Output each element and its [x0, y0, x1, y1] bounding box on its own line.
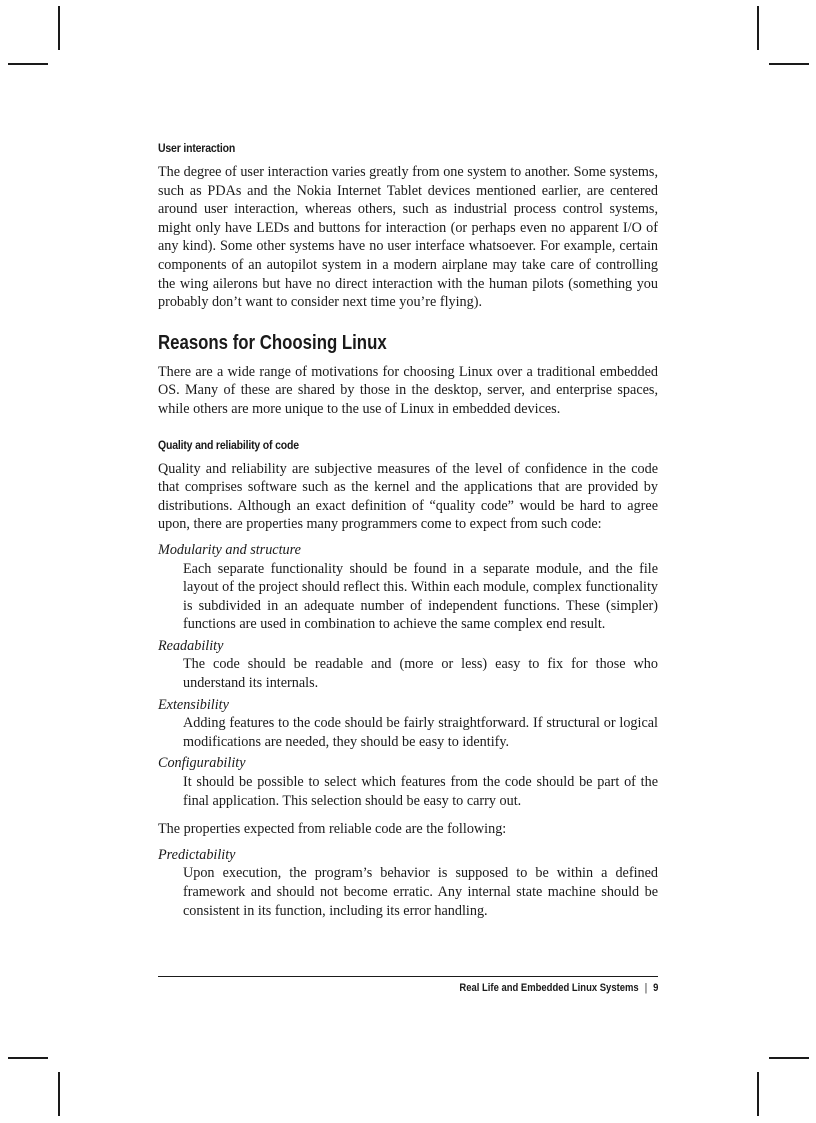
page-number: 9 [652, 982, 658, 994]
term-predictability: Predictability [158, 846, 236, 863]
definition-predictability: Upon execution, the program’s behavior is supposed to be within a defined framework and should not become erratic. Any internal state machine should be consistent in its function, including its error handling. [183, 865, 658, 919]
page-footer [459, 982, 658, 994]
definition-modularity: Each separate functionality should be found in a separate module, and the file layout of the project should reflect this. Within each module, complex functionality is subdivided in an adequate number of independent functions. These (simpler) functions are used in combination to achieve the same complex end result. [183, 560, 658, 633]
paragraph-quality-intro: Quality and reliability are subjective measures of the level of confidence in the code that comprises software such as the kernel and the applications that are provided by distributions. Although an exact definition of “quality code” would be hard to agree upon, there are properties many programmers come to expect from such code: [158, 460, 658, 533]
reliable-term-list [158, 846, 658, 920]
quality-term-list [158, 541, 658, 810]
crop-mark-top-right-vertical [757, 6, 759, 50]
paragraph-user-interaction: The degree of user interaction varies greatly from one system to another. Some systems, such as PDAs and the Nokia Internet Tablet devices mentioned earlier, are centered around user interaction, whereas others, such as industrial process control systems, might only have LEDs and buttons for interaction (or perhaps even no apparent I/O of any kind). Some other systems have no user interface whatsoever. For example, certain components of an autopilot system in a modern airplane may take care of controlling the wing ailerons but have no direct interaction with the human pilots (something you probably don’t want to consider next time you’re flying). [158, 164, 658, 311]
crop-mark-bottom-right-horizontal [769, 1057, 809, 1059]
definition-configurability: It should be possible to select which features from the code should be part of the final application. This selection should be easy to carry out. [183, 774, 658, 809]
term-readability: Readability [158, 637, 224, 654]
term-modularity: Modularity and structure [158, 541, 301, 558]
crop-mark-top-left-horizontal [8, 63, 48, 65]
crop-mark-bottom-right-vertical [757, 1072, 759, 1116]
definition-readability: The code should be readable and (more or less) easy to fix for those who understand its internals. [183, 656, 658, 692]
footer-separator: | [644, 982, 647, 994]
term-extensibility: Extensibility [158, 696, 229, 713]
footer-rule [158, 976, 658, 977]
page-body [158, 140, 658, 923]
crop-mark-bottom-left-vertical [58, 1072, 60, 1116]
paragraph-reliable-intro: The properties expected from reliable code are the following: [158, 821, 507, 838]
crop-mark-top-right-horizontal [769, 63, 809, 65]
definition-extensibility: Adding features to the code should be fairly straightforward. If structural or logical modifications are needed, they should be easy to identify. [183, 715, 658, 750]
term-configurability: Configurability [158, 755, 246, 772]
heading-reasons-for-choosing-linux: Reasons for Choosing Linux [158, 331, 387, 354]
crop-mark-top-left-vertical [58, 6, 60, 50]
crop-mark-bottom-left-horizontal [8, 1057, 48, 1059]
heading-quality-and-reliability: Quality and reliability of code [158, 437, 299, 452]
running-title: Real Life and Embedded Linux Systems [458, 982, 639, 994]
heading-user-interaction: User interaction [158, 141, 236, 155]
paragraph-reasons: There are a wide range of motivations for choosing Linux over a traditional embedded OS. Many of these are shared by those in the desktop, server, and enterprise spaces, while others are more unique to the use of Linux in embedded devices. [158, 363, 658, 417]
